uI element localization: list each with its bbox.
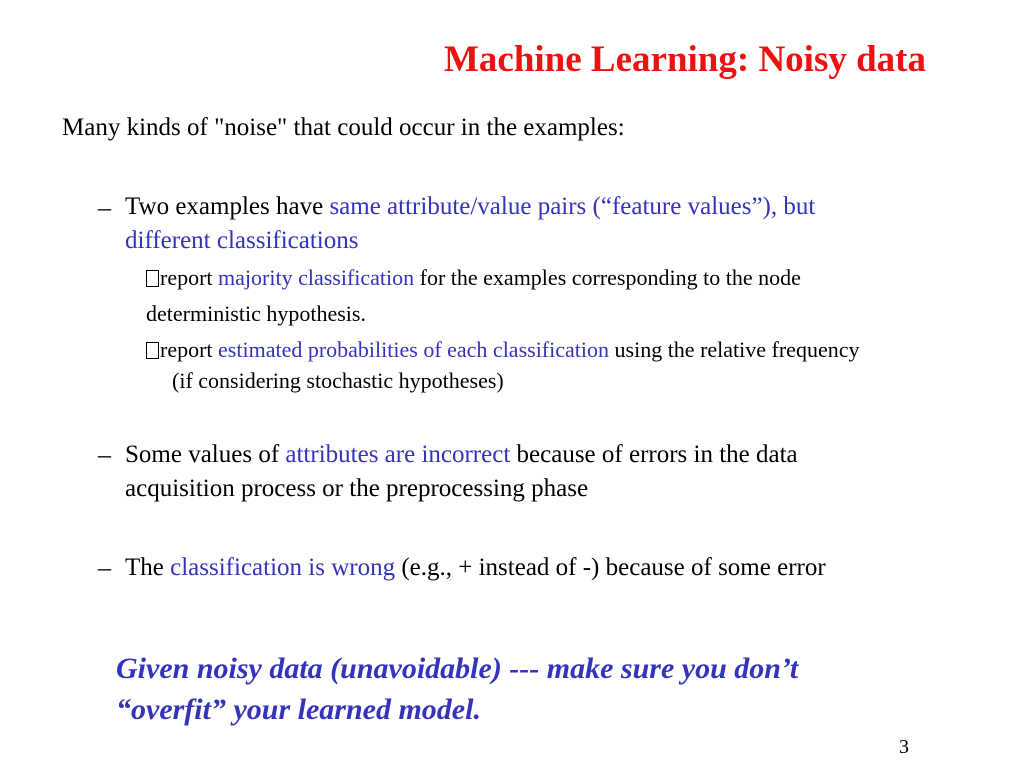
intro-text: Many kinds of "noise" that could occur in the examples: — [62, 114, 625, 141]
sub-bullet-1-highlight: majority classification — [218, 265, 415, 290]
missing-glyph-icon — [146, 270, 159, 287]
sub-bullet-1-line-1 — [146, 263, 801, 293]
sub-bullet-1-line-2: deterministic hypothesis. — [146, 301, 366, 326]
bullet-3-text-end: (e.g., + instead of -) because of some error — [395, 554, 826, 581]
sub-bullet-2-text: report — [160, 337, 219, 362]
sub-bullet-2-line-1 — [146, 335, 859, 365]
sub-bullet-2-highlight: estimated probabilities of each classification — [218, 337, 610, 362]
bullet-2-dash: – — [98, 440, 111, 469]
sub-bullet-1-text-end: for the examples corresponding to the node — [414, 265, 801, 290]
bullet-2-text-end: because of errors in the data — [510, 441, 798, 468]
bullet-1-text: Two examples have — [125, 193, 330, 220]
bullet-3-text: The — [125, 554, 171, 581]
bullet-2-text: Some values of — [125, 441, 286, 468]
bullet-3-dash: – — [98, 553, 111, 582]
slide-title: Machine Learning: Noisy data — [443, 39, 926, 80]
sub-bullet-1-text: report — [160, 265, 219, 290]
bullet-3-line-1 — [125, 551, 826, 585]
conclusion-line-1: Given noisy data (unavoidable) --- make sure you don’t — [116, 652, 799, 685]
bullet-1-highlight: same attribute/value pairs (“feature values”), but — [329, 193, 816, 220]
missing-glyph-icon — [146, 342, 159, 359]
bullet-1-dash: – — [98, 193, 111, 222]
bullet-2-line-1 — [125, 438, 798, 472]
bullet-2-highlight: attributes are incorrect — [285, 441, 511, 468]
conclusion-text — [116, 648, 798, 730]
sub-bullet-2-line-2: (if considering stochastic hypotheses) — [172, 368, 504, 393]
sub-bullet-2-text-end: using the relative frequency — [609, 337, 860, 362]
bullet-1-line-2: different classifications — [125, 227, 359, 254]
bullet-3-highlight: classification is wrong — [170, 554, 396, 581]
bullet-2-line-2: acquisition process or the preprocessing phase — [125, 475, 589, 502]
page-number: 3 — [899, 736, 909, 758]
bullet-1-line-1 — [125, 190, 815, 224]
conclusion-line-2: “overfit” your learned model. — [116, 693, 481, 726]
